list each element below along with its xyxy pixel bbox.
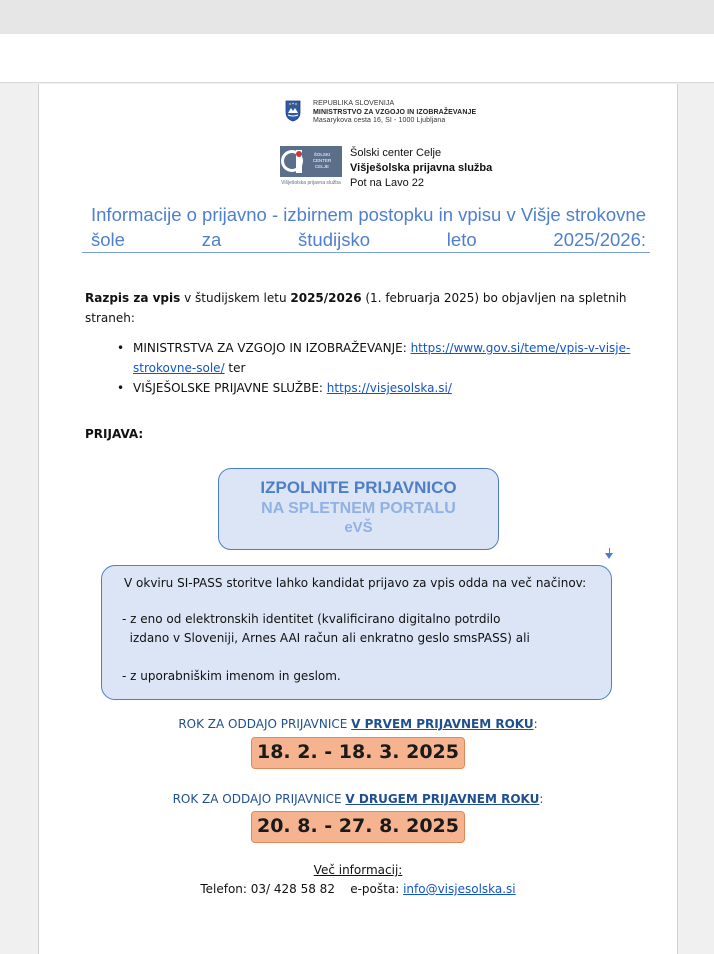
title-underline xyxy=(82,252,650,253)
email-label: e-pošta: xyxy=(350,882,404,896)
deadline-1-suffix: : xyxy=(533,717,538,731)
deadline-1-date: 18. 2. - 18. 3. 2025 xyxy=(251,737,465,769)
ministry-line-3: Masarykova cesta 16, SI - 1000 Ljubljana xyxy=(313,117,446,124)
option-1-line-1: - z eno od elektronskih identitet (kvalificirano digitalno potrdilo xyxy=(122,612,501,626)
si-pass-option-1 xyxy=(122,610,530,648)
more-info-heading: Več informacij: xyxy=(313,863,403,877)
toolbar-ribbon xyxy=(0,34,714,83)
ministry-header xyxy=(313,100,476,126)
option-1-line-2: izdano v Sloveniji, Arnes AAI račun ali enkratno geslo smsPASS) ali xyxy=(122,631,530,645)
razpis-year: 2025/2026 xyxy=(290,291,362,305)
email-link[interactable]: info@visjesolska.si xyxy=(403,882,516,896)
deadline-2-date: 20. 8. - 27. 8. 2025 xyxy=(251,811,465,843)
application-callout-box xyxy=(218,468,499,550)
document-page xyxy=(38,84,678,954)
deadline-1-emph: V PRVEM PRIJAVNEM ROKU xyxy=(351,717,534,731)
school-line-1: Šolski center Celje xyxy=(350,147,442,159)
visjesolska-link[interactable]: https://visjesolska.si/ xyxy=(326,381,452,395)
school-line-3: Pot na Lavo 22 xyxy=(350,177,425,189)
callout-line-2: NA SPLETNEM PORTALU xyxy=(261,500,456,517)
gov-si-link[interactable]: https://www.gov.si/teme/vpis-v-visje-strokovne-sole/ xyxy=(133,341,631,375)
phone-number: Telefon: 03/ 428 58 82 xyxy=(200,882,335,896)
si-pass-info-box xyxy=(101,565,612,700)
app-title-bar xyxy=(0,0,714,34)
deadline-2-prefix: ROK ZA ODDAJO PRIJAVNICE xyxy=(172,792,346,806)
razpis-text-2: (1. februarja 2025) bo objavljen na spletnih straneh: xyxy=(85,291,627,325)
razpis-paragraph xyxy=(85,288,645,328)
callout-line-3: eVŠ xyxy=(344,519,373,536)
school-line-2: Višješolska prijavna služba xyxy=(350,162,493,174)
bullet-prefix: VIŠJEŠOLSKE PRIJAVNE SLUŽBE: xyxy=(133,381,327,395)
document-title: Informacije o prijavno - izbirnem postopku in vpisu v Višje strokovne šole za študijsko leto 2025/2026: xyxy=(91,204,646,250)
prijava-heading: PRIJAVA: xyxy=(85,427,144,441)
bullet-prefix: MINISTRSTVA ZA VZGOJO IN IZOBRAŽEVANJE: xyxy=(133,341,411,355)
callout-line-1: IZPOLNITE PRIJAVNICO xyxy=(260,478,457,497)
razpis-text-1: v študijskem letu xyxy=(180,291,291,305)
logo-text-1: ŠOLSKI xyxy=(313,152,331,157)
si-pass-option-2: - z uporabniškim imenom in geslom. xyxy=(122,669,341,683)
list-item xyxy=(117,378,657,398)
school-center-celje-logo xyxy=(280,146,342,186)
deadline-2-suffix: : xyxy=(539,792,544,806)
ministry-line-1: REPUBLIKA SLOVENIJA xyxy=(313,100,395,107)
razpis-lead: Razpis za vpis xyxy=(85,291,181,305)
deadline-1-label xyxy=(39,717,677,731)
deadline-1-prefix: ROK ZA ODDAJO PRIJAVNICE xyxy=(178,717,352,731)
slovenia-crest-icon xyxy=(285,100,301,122)
logo-text-3: CELJE xyxy=(314,164,330,169)
arrow-down-icon xyxy=(605,553,613,559)
si-pass-intro: V okviru SI-PASS storitve lahko kandidat prijavo za vpis odda na več načinov: xyxy=(124,576,587,590)
contact-line xyxy=(39,882,677,896)
logo-caption: Višješolska prijavna služba xyxy=(281,180,341,186)
ministry-line-2: MINISTRSTVO ZA VZGOJO IN IZOBRAŽEVANJE xyxy=(313,108,477,116)
school-header xyxy=(350,146,492,191)
list-item xyxy=(117,338,657,378)
deadline-2-emph: V DRUGEM PRIJAVNEM ROKU xyxy=(345,792,540,806)
logo-text-2: CENTER xyxy=(312,158,332,163)
bullet-suffix: ter xyxy=(224,361,246,375)
deadline-2-label xyxy=(39,792,677,806)
publication-list xyxy=(117,338,657,398)
